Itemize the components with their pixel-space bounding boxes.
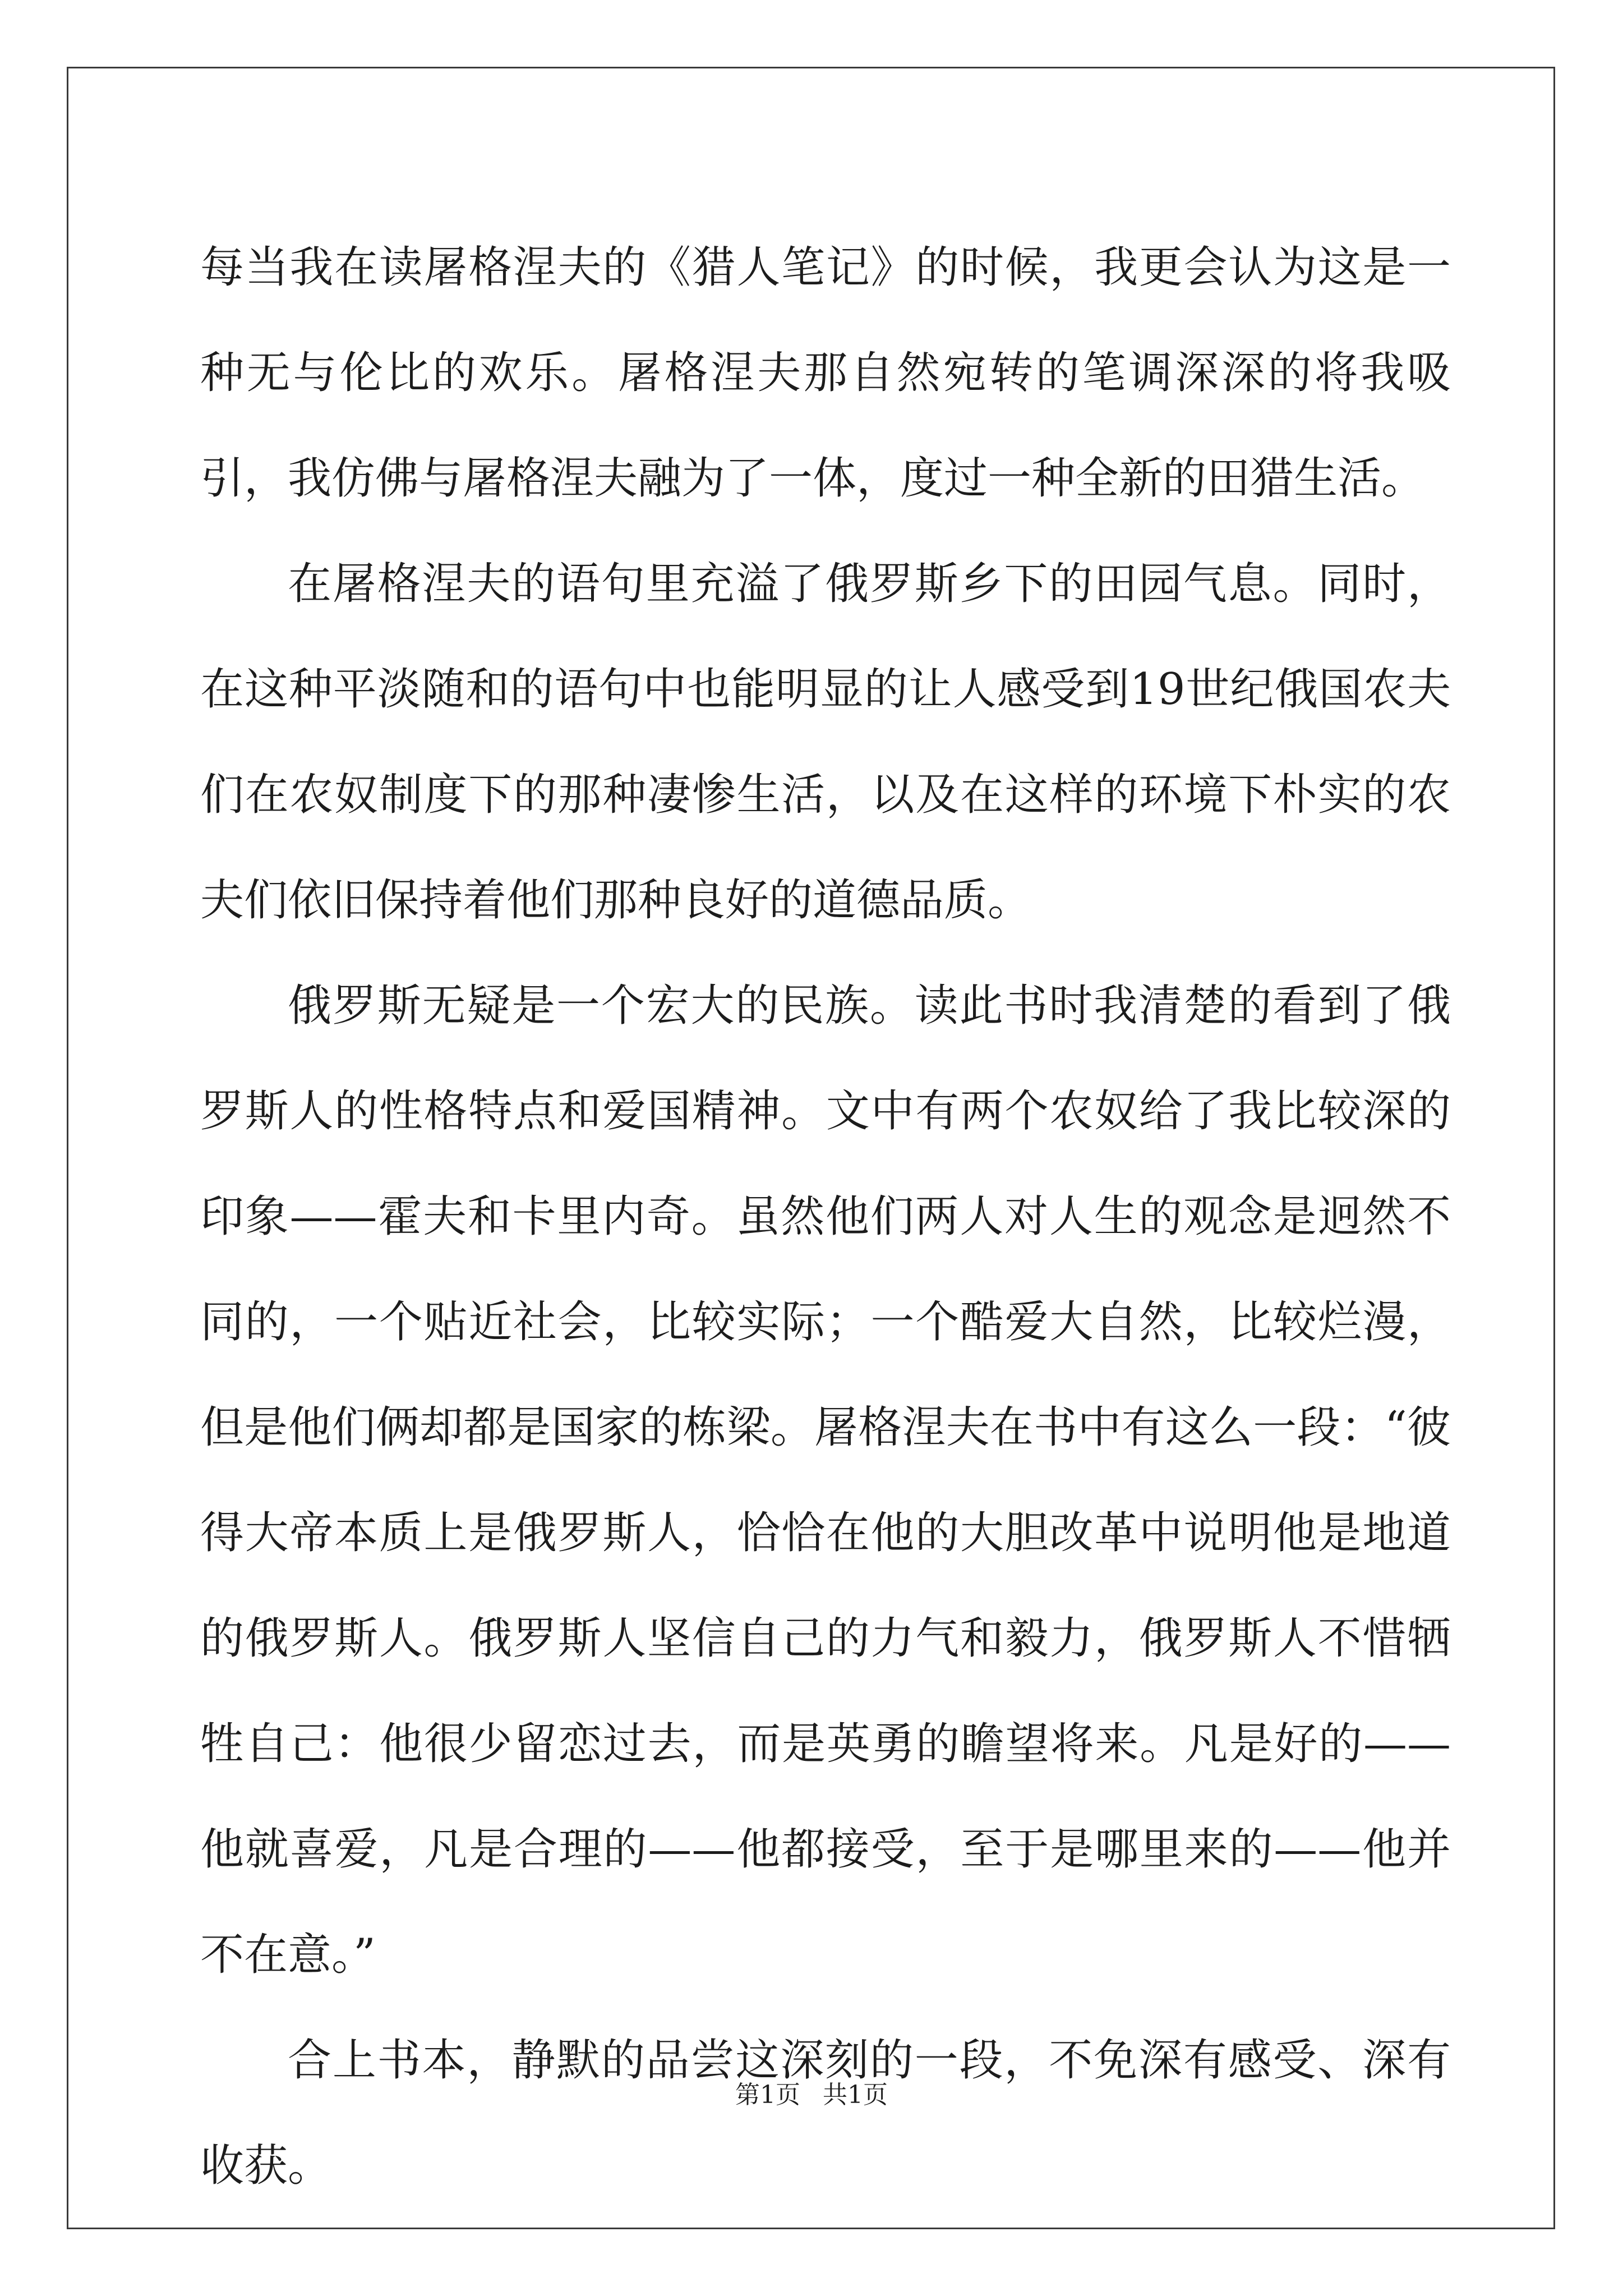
page-number-current: 第1页	[735, 2081, 800, 2109]
page-number-total: 共1页	[823, 2081, 888, 2109]
paragraph-4: 合上书本，静默的品尝这深刻的一段，不免深有感受、深有收获。	[200, 2035, 1451, 2191]
page-footer	[0, 2078, 1623, 2112]
document-body	[200, 215, 1451, 2219]
paragraph-2: 在屠格涅夫的语句里充溢了俄罗斯乡下的田园气息。同时，在这种平淡随和的语句中也能明显的让人感受到19世纪俄国农夫们在农奴制度下的那种凄惨生活，以及在这样的环境下朴实的农夫们依旧保持着他们那种良好的道德品质。	[200, 559, 1451, 926]
paragraph-1: 每当我在读屠格涅夫的《猎人笔记》的时候，我更会认为这是一种无与伦比的欢乐。屠格涅夫那自然宛转的笔调深深的将我吸引，我仿佛与屠格涅夫融为了一体，度过一种全新的田猎生活。	[200, 242, 1451, 504]
paragraph-3: 俄罗斯无疑是一个宏大的民族。读此书时我清楚的看到了俄罗斯人的性格特点和爱国精神。文中有两个农奴给了我比较深的印象——霍夫和卡里内奇。虽然他们两人对人生的观念是迥然不同的，一个贴近社会，比较实际；一个酷爱大自然，比较烂漫，但是他们俩却都是国家的栋梁。屠格涅夫在书中有这么一段：“彼得大帝本质上是俄罗斯人，恰恰在他的大胆改革中说明他是地道的俄罗斯人。俄罗斯人坚信自己的力气和毅力，俄罗斯人不惜牺牲自己：他很少留恋过去，而是英勇的瞻望将来。凡是好的——他就喜爱，凡是合理的——他都接受，至于是哪里来的——他并不在意。”	[200, 981, 1451, 1980]
